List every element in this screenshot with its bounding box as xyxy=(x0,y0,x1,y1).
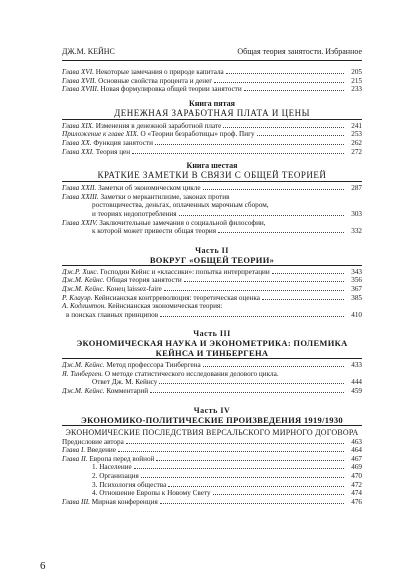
entry-prefix: Дж.М. Кейнс. xyxy=(62,284,105,293)
entry-prefix: Глава XXII. xyxy=(62,184,97,193)
entry-page: 474 xyxy=(351,489,362,498)
part-title: ВОКРУГ «ОБЩЕЙ ТЕОРИИ» xyxy=(62,255,362,266)
entry-title: Кейнсианская экономическая теория: xyxy=(106,302,223,311)
entry-prefix: Дж.Р. Хикс. xyxy=(62,267,99,276)
entry-prefix: Глава III. xyxy=(62,497,90,506)
entry-page: 332 xyxy=(351,227,362,236)
toc-entry[interactable] xyxy=(62,455,362,464)
entry-page: 472 xyxy=(351,480,362,489)
entry-title: Европа перед войной xyxy=(87,454,155,463)
entry-page: 410 xyxy=(351,310,362,319)
entry-page: 459 xyxy=(351,387,362,396)
part-title: ЭКОНОМИЧЕСКАЯ НАУКА И ЭКОНОМЕТРИКА: ПОЛЕМИКА xyxy=(76,338,348,349)
work-title: ЭКОНОМИЧЕСКИЕ ПОСЛЕДСТВИЯ ВЕРСАЛЬСКОГО МИРНОГО ДОГОВОРА xyxy=(65,427,359,437)
entry-prefix: Глава XVI. xyxy=(62,68,94,76)
entry-page: 233 xyxy=(351,85,362,94)
leader-dots xyxy=(218,227,344,233)
entry-title: Конец laissez-faire xyxy=(104,284,162,293)
header-book-title: Общая теория занятости. Избранное xyxy=(237,47,362,56)
entry-page: 303 xyxy=(351,209,362,218)
entry-page: 433 xyxy=(351,361,362,370)
leader-dots xyxy=(226,68,344,74)
entry-prefix: Р. Клауэр. xyxy=(62,293,93,302)
entry-title: 2. Организация xyxy=(92,472,139,481)
toc-entry[interactable] xyxy=(62,85,362,94)
entry-prefix: А. Кодлинтон. xyxy=(62,302,107,311)
entry-page: 463 xyxy=(351,437,362,446)
page-number: 6 xyxy=(40,560,46,572)
entry-prefix: Дж.М. Кейнс. xyxy=(62,276,105,285)
leader-dots xyxy=(223,122,344,128)
entry-page: 253 xyxy=(351,130,362,139)
entry-title: Введение xyxy=(85,446,116,455)
leader-dots xyxy=(214,77,344,83)
toc-entry[interactable] xyxy=(62,68,362,77)
entry-prefix: Глава I. xyxy=(62,446,86,455)
entry-title: Новая формулировка общей теории занятости xyxy=(98,85,242,94)
entry-page: 241 xyxy=(351,121,362,130)
toc-entry[interactable] xyxy=(62,498,362,507)
entry-page: 467 xyxy=(351,454,362,463)
entry-title: Теория цен xyxy=(93,147,131,156)
entry-title: Изменения в денежной заработной плате xyxy=(93,121,222,130)
entry-page: 343 xyxy=(351,267,362,276)
book-heading: Книга пятая xyxy=(189,98,235,108)
entry-title-continued: и теориях недопотребления xyxy=(92,209,177,218)
entry-title: Основные свойства процента и денег xyxy=(96,76,213,85)
entry-page: 287 xyxy=(351,184,362,193)
entry-page: 205 xyxy=(351,68,362,76)
leader-dots xyxy=(132,148,344,154)
part-heading: Часть IV xyxy=(193,405,231,415)
book-title: КРАТКИЕ ЗАМЕТКИ В СВЯЗИ С ОБЩЕЙ ТЕОРИЕЙ xyxy=(62,170,362,182)
leader-dots xyxy=(244,85,344,91)
toc-entry[interactable] xyxy=(62,438,362,447)
entry-title-continued: Ответ Дж. М. Кейнсу xyxy=(92,378,158,387)
leader-dots xyxy=(134,463,344,469)
entry-title: Функция занятости xyxy=(91,138,153,147)
leader-dots xyxy=(155,139,344,145)
toc-entry-continued[interactable] xyxy=(62,227,362,236)
toc-entry[interactable] xyxy=(62,370,362,379)
toc-block-book4-end xyxy=(62,68,362,94)
entry-title: О методе статистического исследования делового цикла. xyxy=(103,369,279,378)
leader-dots xyxy=(156,455,344,461)
entry-prefix: Глава XXI. xyxy=(62,147,94,156)
leader-dots xyxy=(164,285,344,291)
header-rule xyxy=(62,60,362,61)
toc-block-part3 xyxy=(62,361,362,395)
entry-title: Заключительные замечания о социальной философии, xyxy=(97,218,266,227)
entry-title: 4. Отношение Европы к Новому Свету xyxy=(92,489,211,498)
entry-page: 215 xyxy=(351,76,362,85)
entry-page: 470 xyxy=(351,472,362,481)
entry-page: 469 xyxy=(351,463,362,472)
toc-entry[interactable] xyxy=(62,276,362,285)
entry-title: 1. Население xyxy=(92,463,132,472)
entry-prefix: Глава XVIII. xyxy=(62,85,99,94)
entry-page: 367 xyxy=(351,284,362,293)
entry-title: Предисловие автора xyxy=(62,437,124,446)
header-author: ДЖ.М. КЕЙНС xyxy=(62,47,115,56)
entry-prefix: Глава XXIV. xyxy=(62,218,98,227)
entry-title: Комментарий xyxy=(104,387,149,396)
entry-title: Кейнсианская контрреволюция: теоретическая оценка xyxy=(92,293,260,302)
leader-dots xyxy=(118,446,344,452)
entry-page: 356 xyxy=(351,276,362,285)
part-heading: Часть II xyxy=(195,245,229,255)
entry-page: 272 xyxy=(351,147,362,156)
entry-prefix: Глава XX. xyxy=(62,138,92,147)
toc-entry[interactable] xyxy=(62,472,362,481)
table-of-contents xyxy=(62,68,362,506)
leader-dots xyxy=(272,268,344,274)
entry-title: Мирная конференция xyxy=(89,497,158,506)
entry-prefix: Я. Тинберген. xyxy=(62,369,104,378)
leader-dots xyxy=(262,294,344,300)
part-title-line2: КЕЙНСА И ТИНБЕРГЕНА xyxy=(62,348,362,359)
entry-page: 385 xyxy=(351,293,362,302)
toc-entry[interactable] xyxy=(62,446,362,455)
leader-dots xyxy=(184,276,344,282)
toc-entry[interactable] xyxy=(62,130,362,139)
leader-dots xyxy=(141,472,344,478)
entry-title-continued: ростовщичества, деньгах, оплаченных марочным сбором, xyxy=(92,201,269,210)
book-heading: Книга шестая xyxy=(186,161,238,171)
toc-entry-continued[interactable] xyxy=(62,311,362,320)
toc-entry[interactable] xyxy=(62,184,362,193)
entry-page: 476 xyxy=(351,497,362,506)
entry-title: 3. Психология общества xyxy=(92,480,167,489)
leader-dots xyxy=(203,361,344,367)
entry-title-continued: к которой может привести общая теория xyxy=(92,227,217,236)
leader-dots xyxy=(203,184,344,190)
entry-prefix: Глава XXIII. xyxy=(62,192,99,201)
leader-dots xyxy=(160,498,344,504)
entry-title: Метод профессора Тинбергена xyxy=(104,361,201,370)
toc-entry-continued[interactable] xyxy=(62,378,362,387)
entry-title: Заметки об экономическом цикле xyxy=(96,184,201,193)
toc-entry[interactable] xyxy=(62,489,362,498)
leader-dots xyxy=(213,489,344,495)
toc-entry[interactable] xyxy=(62,122,362,131)
leader-dots xyxy=(168,481,344,487)
entry-title: О «Теории безработицы» проф. Пигу xyxy=(138,130,255,139)
entry-title: Некоторые замечания о природе капитала xyxy=(93,68,224,76)
leader-dots xyxy=(160,311,344,317)
toc-entry[interactable] xyxy=(62,139,362,148)
leader-dots xyxy=(150,387,344,393)
leader-dots xyxy=(179,210,344,216)
entry-title: Господин Кейнс и «классики»: попытка интерпретации xyxy=(98,267,270,276)
entry-page: 262 xyxy=(351,138,362,147)
book-title: ДЕНЕЖНАЯ ЗАРАБОТНАЯ ПЛАТА И ЦЕНЫ xyxy=(62,108,362,120)
entry-title: Заметки о меркантилизме, законах против xyxy=(98,192,230,201)
toc-entry-continued[interactable] xyxy=(62,210,362,219)
toc-entry[interactable] xyxy=(62,193,362,202)
toc-entry[interactable] xyxy=(62,463,362,472)
toc-block-part2 xyxy=(62,268,362,302)
leader-dots xyxy=(126,438,344,444)
toc-entry[interactable] xyxy=(62,77,362,86)
entry-prefix: Глава XIX. xyxy=(62,121,94,130)
toc-entry[interactable] xyxy=(62,294,362,303)
entry-prefix: Глава II. xyxy=(62,454,88,463)
toc-entry[interactable] xyxy=(62,268,362,277)
entry-prefix: Дж.М. Кейнс. xyxy=(62,387,105,396)
toc-entry[interactable] xyxy=(62,481,362,490)
toc-entry[interactable] xyxy=(62,302,362,311)
entry-title-continued: в поисках главных принципов xyxy=(66,310,159,319)
entry-page: 444 xyxy=(351,378,362,387)
entry-page: 464 xyxy=(351,446,362,455)
toc-block-book6 xyxy=(62,184,362,236)
leader-dots xyxy=(159,378,344,384)
toc-entry[interactable] xyxy=(62,387,362,396)
toc-entry[interactable] xyxy=(62,219,362,228)
toc-entry[interactable] xyxy=(62,148,362,157)
entry-prefix: Глава XVII. xyxy=(62,76,97,85)
toc-entry[interactable] xyxy=(62,361,362,370)
part-heading: Часть III xyxy=(193,329,231,339)
toc-block-book5 xyxy=(62,122,362,156)
running-header xyxy=(62,47,362,56)
entry-title: Общая теория занятости xyxy=(104,276,182,285)
leader-dots xyxy=(257,130,344,136)
entry-prefix: Приложение к главе XIX. xyxy=(62,130,139,139)
toc-entry[interactable] xyxy=(62,285,362,294)
toc-block-part4 xyxy=(62,446,362,506)
part-title: ЭКОНОМИКО-ПОЛИТИЧЕСКИЕ ПРОИЗВЕДЕНИЯ 1919/1930 xyxy=(62,415,362,426)
entry-prefix: Дж.М. Кейнс. xyxy=(62,361,105,370)
